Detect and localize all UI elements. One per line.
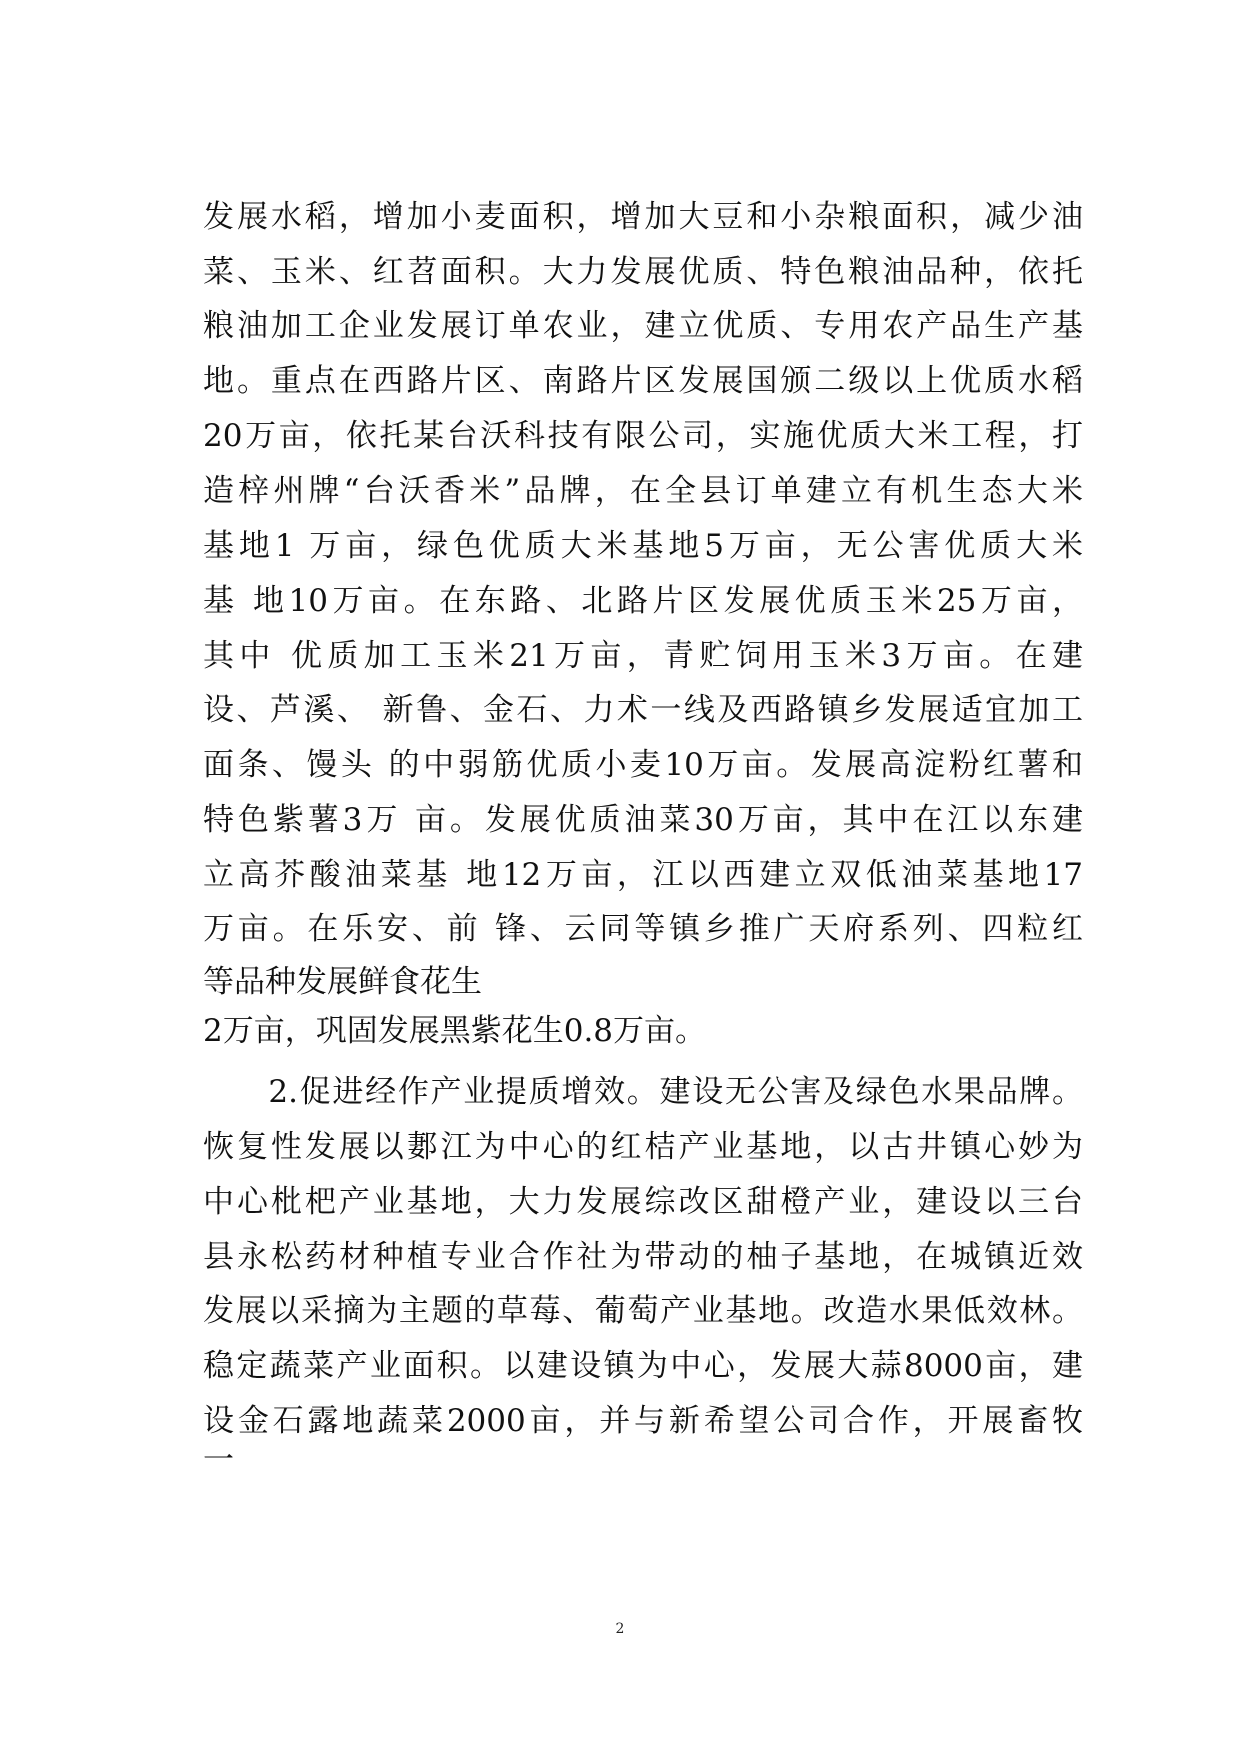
body-line: 发展水稻，增加小麦面积，增加大豆和小杂粮面积，减少油: [203, 199, 1083, 235]
body-line: 菜、玉米、红苕面积。大力发展优质、特色粮油品种，依托: [203, 254, 1083, 290]
body-line: 特色紫薯3万 亩。发展优质油菜30万亩，其中在江以东建: [203, 802, 1083, 838]
body-line: 发展以采摘为主题的草莓、葡萄产业基地。改造水果低效林。: [203, 1293, 1083, 1329]
body-line: 中心枇杷产业基地，大力发展综改区甜橙产业，建设以三台: [203, 1184, 1083, 1220]
body-line: 等品种发展鲜食花生: [203, 964, 482, 1000]
body-line: 县永松药材种植专业合作社为带动的柚子基地，在城镇近效: [203, 1239, 1083, 1275]
body-line: 立高芥酸油菜基 地12万亩，江以西建立双低油菜基地17: [203, 857, 1083, 893]
body-line: 设、芦溪、 新鲁、金石、力术一线及西路镇乡发展适宜加工: [203, 692, 1083, 728]
body-line: 面条、馒头 的中弱筋优质小麦10万亩。发展高淀粉红薯和: [203, 747, 1083, 783]
body-line: 一: [203, 1442, 234, 1478]
body-line: 基 地10万亩。在东路、北路片区发展优质玉米25万亩，: [203, 583, 1083, 619]
body-line: 2万亩，巩固发展黑紫花生0.8万亩。: [203, 1013, 707, 1049]
body-line: 设金石露地蔬菜2000亩，并与新希望公司合作，开展畜牧: [203, 1403, 1083, 1439]
body-line: 造梓州牌“台沃香米”品牌，在全县订单建立有机生态大米: [203, 473, 1083, 509]
body-line: 粮油加工企业发展订单农业，建立优质、专用农产品生产基: [203, 308, 1083, 344]
paragraph-start-line: 2.促进经作产业提质增效。建设无公害及绿色水果品牌。: [203, 1074, 1083, 1110]
body-line: 20万亩，依托某台沃科技有限公司，实施优质大米工程，打: [203, 418, 1083, 454]
page-number: 2: [615, 1621, 625, 1637]
body-line: 恢复性发展以郪江为中心的红桔产业基地，以古井镇心妙为: [203, 1129, 1083, 1165]
body-line: 其中 优质加工玉米21万亩，青贮饲用玉米3万亩。在建: [203, 638, 1083, 674]
body-line: 基地1 万亩，绿色优质大米基地5万亩，无公害优质大米: [203, 528, 1083, 564]
body-line: 稳定蔬菜产业面积。以建设镇为中心，发展大蒜8000亩，建: [203, 1348, 1083, 1384]
body-line: 万亩。在乐安、前 锋、云同等镇乡推广天府系列、四粒红: [203, 911, 1083, 947]
body-line: 地。重点在西路片区、南路片区发展国颁二级以上优质水稻: [203, 363, 1083, 399]
